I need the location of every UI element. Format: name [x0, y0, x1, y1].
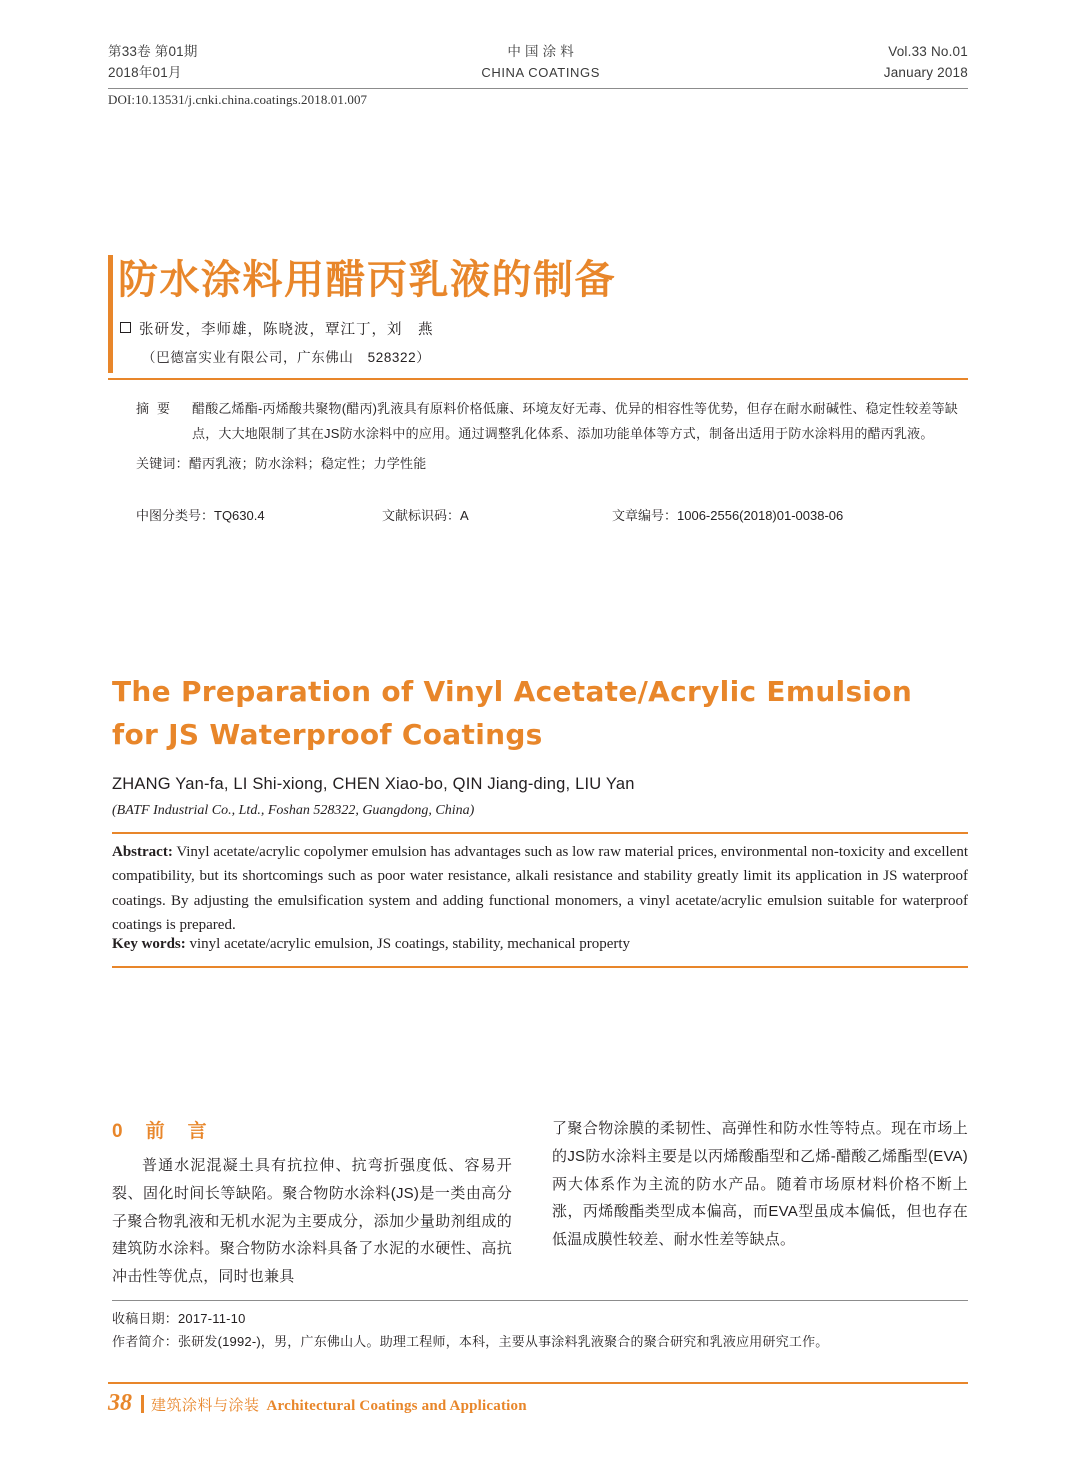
chinese-meta-row — [136, 505, 968, 524]
body-column-right — [552, 1115, 968, 1254]
abstract-label-cn: 摘要 — [136, 401, 179, 416]
body-column-left — [112, 1152, 512, 1291]
abstract-label-en: Abstract: — [112, 844, 173, 860]
clc-number: 中图分类号：TQ630.4 — [136, 508, 265, 523]
affiliation-en: (BATF Industrial Co., Ltd., Foshan 528322, Guangdong, China) — [112, 803, 475, 818]
authors-cn-text: 张研发，李师雄，陈晓波，覃江丁，刘 燕 — [139, 322, 434, 338]
abstract-text-en: Vinyl acetate/acrylic copolymer emulsion has advantages such as low raw material prices, environmental non-toxicity and excellent compatibility, but its shortcomings such as poor water resistance, alkali resistance and stability greatly limit its application in JS waterproof coatings. By adjusting the emulsification system and adding functional monomers, a vinyl acetate/acrylic emulsion suitable for waterproof coatings is prepared. — [112, 844, 968, 933]
english-abstract — [112, 840, 968, 937]
chinese-title-block — [108, 255, 968, 366]
header-center — [481, 42, 600, 83]
keywords-text-cn: 醋丙乳液；防水涂料；稳定性；力学性能 — [188, 455, 427, 471]
english-abstract-divider-top — [112, 832, 968, 834]
english-abstract-divider-bottom — [112, 966, 968, 968]
page-footer — [108, 1390, 527, 1417]
bullet-square-icon — [120, 322, 131, 333]
header-volume-issue: 第33卷 第01期 — [108, 44, 198, 59]
page-title-cn: 防水涂料用醋丙乳液的制备 — [118, 257, 616, 303]
header-volume-issue-en: Vol.33 No.01 — [888, 44, 968, 59]
author-bio: 作者简介：张研发(1992-)，男，广东佛山人。助理工程师，本科，主要从事涂料乳液聚合的聚合研究和乳液应用研究工作。 — [112, 1334, 829, 1349]
abstract-text-cn: 醋酸乙烯酯-丙烯酸共聚物(醋丙)乳液具有原料价格低廉、环境友好无毒、优异的相容性等优势，但存在耐水耐碱性、稳定性较差等缺点，大大地限制了其在JS防水涂料中的应用。通过调整乳化体系、添加功能单体等方式，制备出适用于防水涂料用的醋丙乳液。 — [192, 401, 958, 442]
page-number: 38 — [108, 1390, 132, 1416]
footer-accent-bar — [141, 1395, 144, 1413]
keywords-text-en: vinyl acetate/acrylic emulsion, JS coatings, stability, mechanical property — [185, 936, 631, 952]
footer-section-cn: 建筑涂料与涂装 — [151, 1397, 260, 1414]
body-paragraph-left: 普通水泥混凝土具有抗拉伸、抗弯折强度低、容易开裂、固化时间长等缺陷。聚合物防水涂料(JS)是一类由高分子聚合物乳液和无机水泥为主要成分，添加少量助剂组成的建筑防水涂料。聚合物防水涂料具备了水泥的水硬性、高抗冲击性等优点，同时也兼具 — [112, 1157, 512, 1285]
keywords-label-cn: 关键词： — [136, 455, 189, 471]
footer-section-en: Architectural Coatings and Application — [266, 1398, 527, 1414]
header-date-cn: 2018年01月 — [108, 64, 182, 80]
english-keywords — [112, 936, 968, 953]
header-divider — [108, 88, 968, 89]
page-title-en: The Preparation of Vinyl Acetate/Acrylic Emulsion for JS Waterproof Coatings — [112, 675, 913, 752]
chinese-abstract-divider — [108, 378, 968, 380]
title-accent-bar — [108, 255, 113, 373]
page-header — [108, 42, 968, 84]
footer-divider — [108, 1382, 968, 1384]
section-heading-intro: 0 前 言 — [112, 1121, 209, 1142]
header-left — [108, 42, 198, 84]
body-paragraph-right: 了聚合物涂膜的柔韧性、高弹性和防水性等特点。现在市场上的JS防水涂料主要是以丙烯酸酯型和乙烯-醋酸乙烯酯型(EVA)两大体系作为主流的防水产品。随着市场原材料价格不断上涨，丙烯酸酯类型成本偏高，而EVA型虽成本偏低，但也存在低温成膜性较差、耐水性差等缺点。 — [552, 1120, 968, 1248]
authors-cn — [120, 318, 968, 339]
document-code: 文献标识码：A — [382, 508, 469, 523]
article-number: 文章编号：1006-2556(2018)01-0038-06 — [612, 508, 844, 523]
received-date: 收稿日期：2017-11-10 — [112, 1311, 246, 1326]
journal-name-en: CHINA COATINGS — [481, 64, 601, 80]
footnote-divider — [112, 1300, 968, 1301]
header-date-en: January 2018 — [883, 64, 968, 80]
chinese-abstract — [136, 396, 968, 476]
authors-en: ZHANG Yan-fa, LI Shi-xiong, CHEN Xiao-bo, QIN Jiang-ding, LIU Yan — [112, 775, 635, 793]
journal-name-cn: 中 国 涂 料 — [507, 44, 574, 59]
affiliation-cn: （巴德富实业有限公司，广东佛山 528322） — [142, 350, 431, 365]
doi-text: DOI:10.13531/j.cnki.china.coatings.2018.01.007 — [108, 92, 368, 107]
header-right — [884, 42, 968, 84]
keywords-label-en: Key words: — [112, 936, 186, 952]
